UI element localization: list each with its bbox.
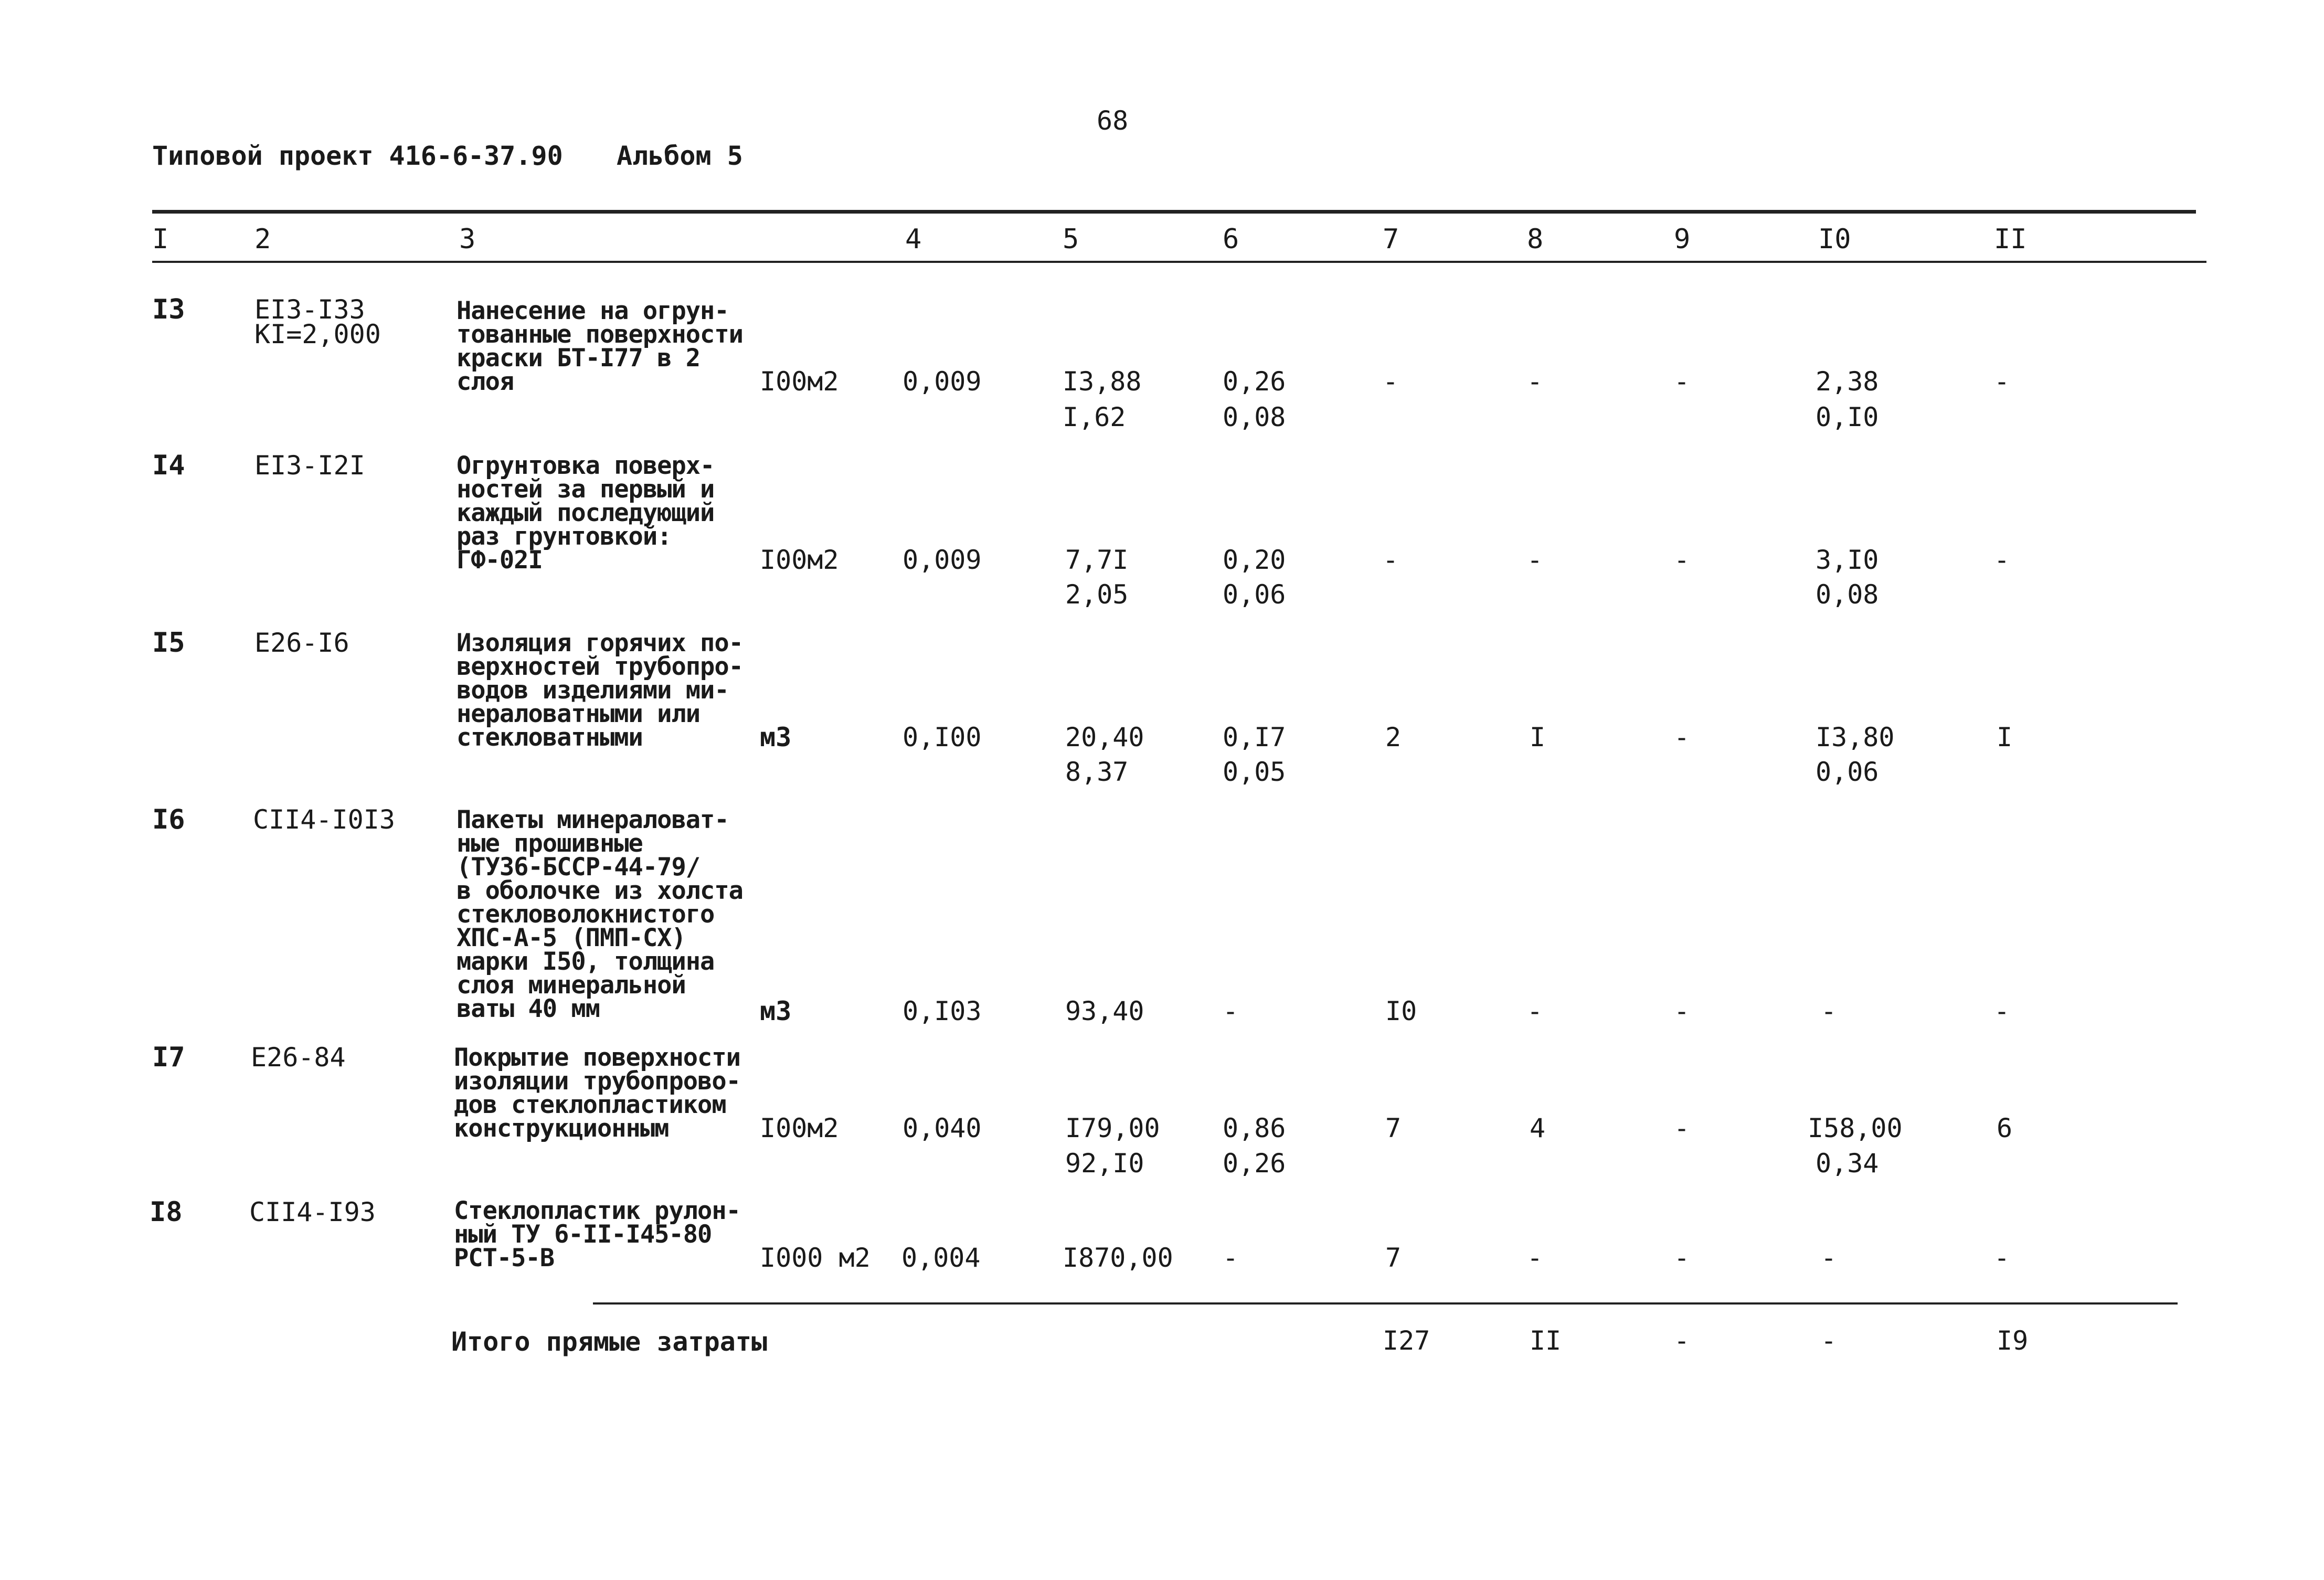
col6-value: 0,26: [1223, 366, 1286, 397]
col8-value: -: [1527, 996, 1543, 1026]
col6-value: -: [1223, 996, 1239, 1026]
col5-subvalue: I,62: [1063, 402, 1126, 432]
col7-value: 7: [1385, 1113, 1402, 1143]
total-col8: II: [1530, 1325, 1562, 1356]
norm-code: E26-84: [251, 1042, 346, 1073]
col-header-5: 5: [1063, 224, 1079, 255]
col6-subvalue: 0,08: [1223, 402, 1286, 432]
col-header-3: 3: [459, 224, 476, 255]
work-description: Огрунтовка поверх- ностей за первый и каждый последующий раз грунтовкой: ГФ-02I: [457, 451, 715, 575]
col6-subvalue: 0,26: [1223, 1148, 1286, 1179]
work-description: Стеклопластик рулон- ный ТУ 6-II-I45-80 РСТ-5-В: [454, 1196, 740, 1273]
col6-subvalue: 0,05: [1223, 757, 1286, 787]
total-col11: I9: [1997, 1325, 2029, 1356]
norm-code: EI3-I33: [254, 294, 365, 325]
total-col10: -: [1821, 1325, 1837, 1356]
norm-code: E26-I6: [254, 628, 349, 658]
row-number: I8: [150, 1196, 183, 1228]
album-label: Альбом 5: [617, 141, 743, 171]
col11-value: 6: [1997, 1113, 2013, 1143]
col7-value: I0: [1385, 996, 1417, 1026]
work-description: Покрытие поверхности изоляции трубопрово- дов стеклопластиком конструкционным: [454, 1043, 740, 1143]
page-number: 68: [1097, 105, 1129, 136]
col10-value: 3,I0: [1816, 545, 1879, 575]
row-number: I6: [152, 804, 185, 835]
quantity: 0,040: [903, 1113, 982, 1143]
col5-subvalue: 92,I0: [1065, 1148, 1144, 1179]
col5-subvalue: 8,37: [1065, 757, 1129, 787]
norm-code: CII4-I0I3: [253, 804, 395, 835]
top-rule: [152, 210, 2196, 214]
col9-value: -: [1674, 1113, 1690, 1143]
col8-value: -: [1527, 545, 1543, 575]
col11-value: -: [1994, 1243, 2010, 1273]
total-col9: -: [1674, 1325, 1690, 1356]
col5-value: I3,88: [1063, 366, 1142, 397]
norm-code: CII4-I93: [249, 1197, 376, 1227]
work-description: Изоляция горячих по- верхностей трубопро- водов изделиями ми- нераловатными или стекловатными: [457, 629, 743, 752]
col-header-2: 2: [254, 224, 271, 255]
norm-code: EI3-I2I: [254, 450, 365, 481]
col9-value: -: [1674, 1243, 1690, 1273]
unit: I00м2: [760, 1113, 839, 1143]
quantity: 0,009: [903, 545, 982, 575]
col6-subvalue: 0,06: [1223, 579, 1286, 610]
col5-value: 7,7I: [1065, 545, 1129, 575]
norm-coefficient: KI=2,000: [254, 319, 381, 349]
col10-value: -: [1821, 1243, 1837, 1273]
col11-value: -: [1994, 545, 2010, 575]
col10-subvalue: 0,08: [1816, 579, 1879, 610]
project-title: Типовой проект 416-6-37.90: [152, 141, 563, 171]
quantity: 0,I00: [903, 722, 982, 752]
row-number: I5: [152, 627, 185, 659]
header-rule: [152, 261, 2206, 263]
total-label: Итого прямые затраты: [451, 1327, 768, 1357]
col10-subvalue: 0,34: [1816, 1148, 1879, 1179]
col7-value: 7: [1385, 1243, 1402, 1273]
col10-value: I58,00: [1808, 1113, 1903, 1143]
col-header-4: 4: [905, 224, 922, 255]
work-description: Нанесение на огрун- тованные поверхности краски БТ-I77 в 2 слоя: [457, 296, 743, 396]
col10-value: -: [1821, 996, 1837, 1026]
col5-value: 20,40: [1065, 722, 1144, 752]
col-header-9: 9: [1674, 224, 1691, 255]
col7-value: 2: [1385, 722, 1402, 752]
col5-value: 93,40: [1065, 996, 1144, 1026]
total-rule: [593, 1302, 2178, 1305]
unit: м3: [760, 722, 792, 752]
col-header-11: II: [1994, 224, 2027, 255]
row-number: I3: [152, 294, 185, 325]
quantity: 0,I03: [903, 996, 982, 1026]
col10-value: 2,38: [1816, 366, 1879, 397]
col-header-10: I0: [1818, 224, 1851, 255]
col9-value: -: [1674, 366, 1690, 397]
col7-value: -: [1383, 545, 1399, 575]
col5-value: I79,00: [1065, 1113, 1160, 1143]
col6-value: -: [1223, 1243, 1239, 1273]
row-number: I4: [152, 450, 185, 481]
total-col7: I27: [1383, 1325, 1430, 1356]
quantity: 0,004: [901, 1243, 981, 1273]
col6-value: 0,20: [1223, 545, 1286, 575]
col7-value: -: [1383, 366, 1399, 397]
col6-value: 0,I7: [1223, 722, 1286, 752]
col8-value: -: [1527, 1243, 1543, 1273]
col5-value: I870,00: [1063, 1243, 1173, 1273]
col6-value: 0,86: [1223, 1113, 1286, 1143]
col10-value: I3,80: [1816, 722, 1895, 752]
col10-subvalue: 0,I0: [1816, 402, 1879, 432]
col10-subvalue: 0,06: [1816, 757, 1879, 787]
row-number: I7: [152, 1042, 185, 1073]
col8-value: I: [1530, 722, 1546, 752]
col11-value: I: [1997, 722, 2013, 752]
col11-value: -: [1994, 366, 2010, 397]
col8-value: -: [1527, 366, 1543, 397]
col8-value: 4: [1530, 1113, 1546, 1143]
col-header-7: 7: [1383, 224, 1399, 255]
unit: I000 м2: [760, 1243, 871, 1273]
col-header-1: I: [152, 224, 169, 255]
col5-subvalue: 2,05: [1065, 579, 1129, 610]
quantity: 0,009: [903, 366, 982, 397]
unit: I00м2: [760, 366, 839, 397]
work-description: Пакеты минераловат- ные прошивные (ТУ36-БССР-44-79/ в оболочке из холста стекловолокнистого ХПС-А-5 (ПМП-СХ) марки I50, толщина слоя минеральной ваты 40 мм: [457, 805, 743, 1023]
col-header-8: 8: [1527, 224, 1544, 255]
unit: м3: [760, 996, 792, 1026]
col-header-6: 6: [1223, 224, 1239, 255]
col9-value: -: [1674, 722, 1690, 752]
col11-value: -: [1994, 996, 2010, 1026]
unit: I00м2: [760, 545, 839, 575]
col9-value: -: [1674, 545, 1690, 575]
col9-value: -: [1674, 996, 1690, 1026]
